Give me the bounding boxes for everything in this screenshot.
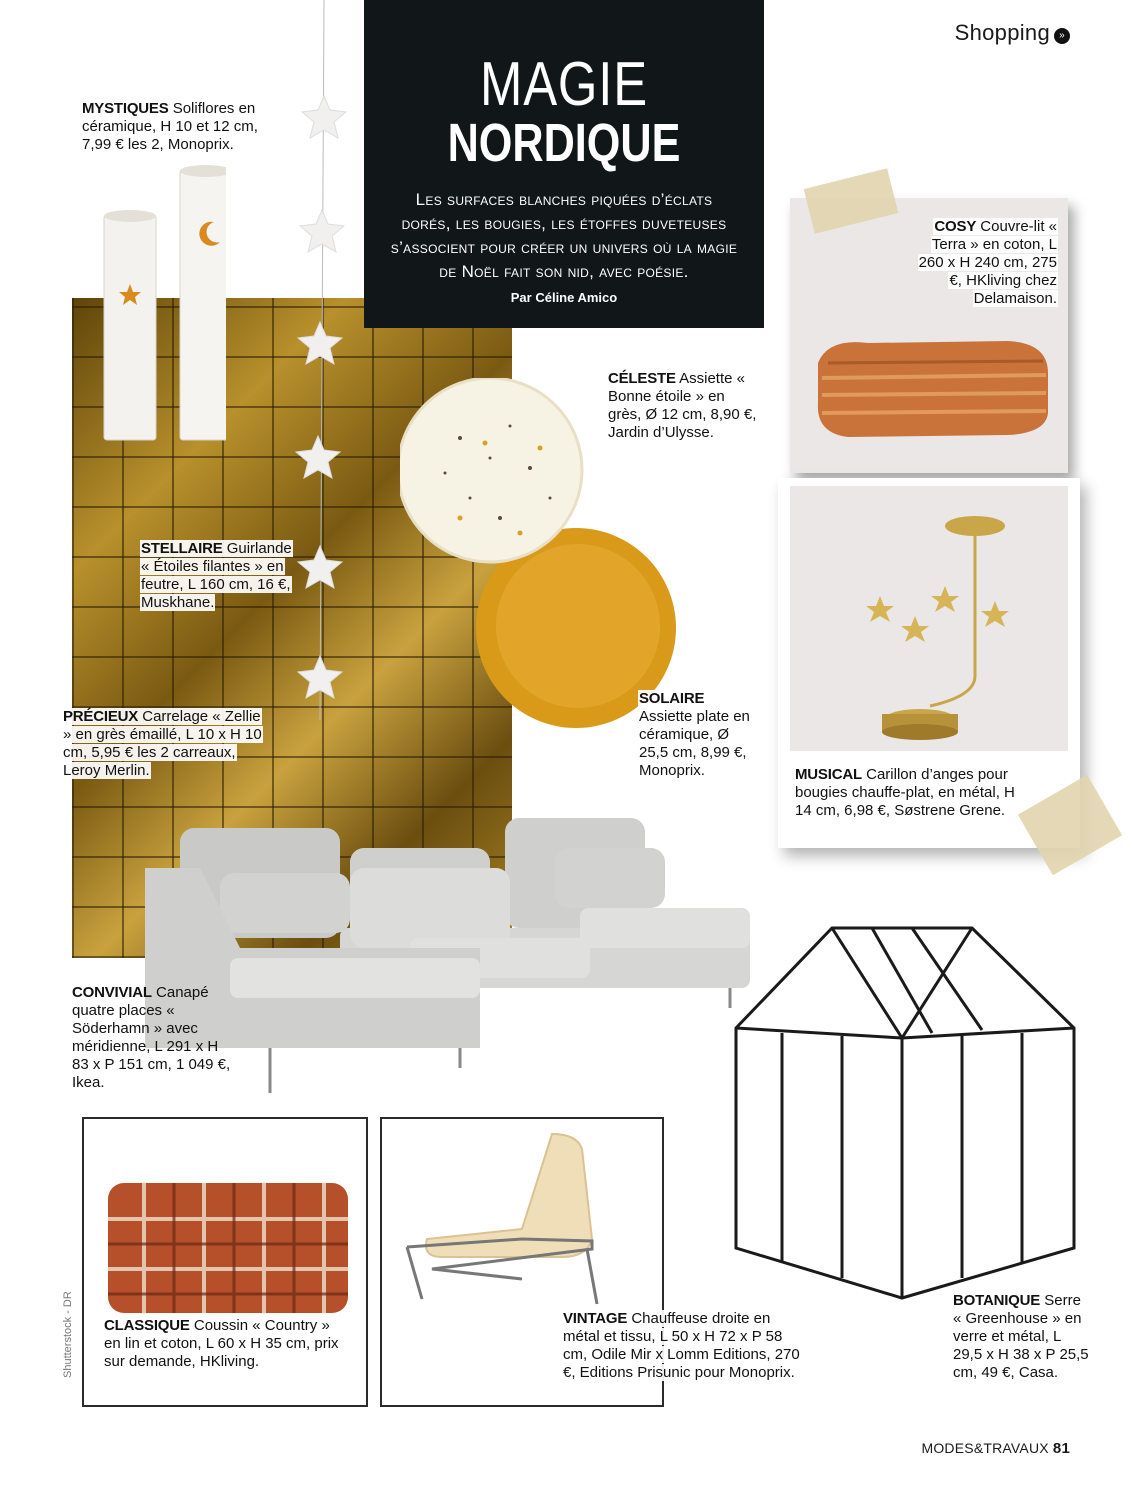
caption-keyword: SOLAIRE [639,690,705,707]
caption-keyword: COSY [934,218,977,235]
chevron-right-icon: » [1054,28,1070,44]
page-title-line1: MAGIE [480,50,648,119]
caption-celeste [608,370,758,442]
caption-text: Assiette plate en céramique, Ø 25,5 cm, 8,99 €, Monoprix. [639,708,750,779]
greenhouse-image [722,918,1084,1310]
caption-text: Guirlande « Étoiles filantes » en feutre, L 160 cm, 16 €, Muskhane. [141,540,292,611]
caption-precieux [62,708,262,780]
photo-credit: Shutterstock - DR [62,1291,74,1378]
section-header [955,20,1070,46]
byline: Par Céline Amico [510,290,618,305]
caption-keyword: MYSTIQUES [82,100,169,117]
caption-text: Chauffeuse droite en métal et tissu, L 50 x H 72 x P 58 cm, Odile Mir x Lomm Editions, 270 €, Editions Prisunic pour Monoprix. [563,1310,800,1381]
caption-cosy [908,218,1058,308]
intro-text: Les surfaces blanches piquées d’éclats dorés, les bougies, les étoffes duveteuses s’associent pour créer un univers où la magie de Noël fait son nid, avec poésie. [390,190,738,281]
carillon-image [850,496,1020,746]
caption-keyword: CÉLESTE [608,370,676,387]
caption-text: Canapé quatre places « Söderhamn » avec méridienne, L 291 x H 83 x P 151 cm, 1 049 €, Ikea. [72,984,231,1091]
caption-botanique [952,1292,1092,1382]
magazine-name: MODES&TRAVAUX [921,1440,1049,1456]
caption-stellaire [140,540,300,612]
caption-keyword: CONVIVIAL [72,984,152,1001]
vases-image [96,160,226,460]
caption-keyword: CLASSIQUE [104,1317,190,1334]
caption-keyword: BOTANIQUE [953,1292,1041,1309]
caption-solaire [638,690,753,780]
caption-musical [795,766,1025,820]
title-box [364,0,764,328]
caption-keyword: VINTAGE [563,1310,628,1327]
caption-text: Carrelage « Zellie » en grès émaillé, L 10 x H 10 cm, 5,95 € les 2 carreaux, Leroy Merlin. [63,708,262,779]
caption-mystiques [82,100,282,154]
caption-vintage [562,1310,802,1382]
caption-text: Coussin « Country » en lin et coton, L 60 x H 35 cm, prix sur demande, HKliving. [104,1317,339,1370]
page-footer [921,1440,1070,1457]
caption-text: Assiette « Bonne étoile » en grès, Ø 12 cm, 8,90 €, Jardin d’Ulysse. [608,370,757,441]
caption-keyword: STELLAIRE [141,540,223,557]
caption-text: Carillon d’anges pour bougies chauffe-plat, en métal, H 14 cm, 6,98 €, Søstrene Grene. [795,766,1015,819]
caption-convivial [72,984,232,1092]
cushion-image [104,1179,356,1329]
bedspread-image [808,333,1058,443]
caption-text: Couvre-lit « Terra » en coton, L 260 x H 240 cm, 275 €, HKliving chez Delamaison. [918,218,1057,307]
musical-panel [790,486,1068,751]
caption-text: Soliflores en céramique, H 10 et 12 cm, 7,99 € les 2, Monoprix. [82,100,258,153]
cushion-frame [82,1117,368,1407]
caption-classique [104,1317,344,1371]
sofa-image [140,808,755,1098]
page-title-line2: NORDIQUE [447,113,681,173]
section-label: Shopping [954,20,1050,45]
caption-text: Serre « Greenhouse » en verre et métal, L 29,5 x H 38 x P 25,5 cm, 49 €, Casa. [953,1292,1089,1381]
page-number: 81 [1052,1440,1070,1457]
star-garland-image [292,0,352,730]
caption-keyword: PRÉCIEUX [63,708,139,725]
caption-keyword: MUSICAL [795,766,862,783]
chair-image [402,1129,622,1309]
